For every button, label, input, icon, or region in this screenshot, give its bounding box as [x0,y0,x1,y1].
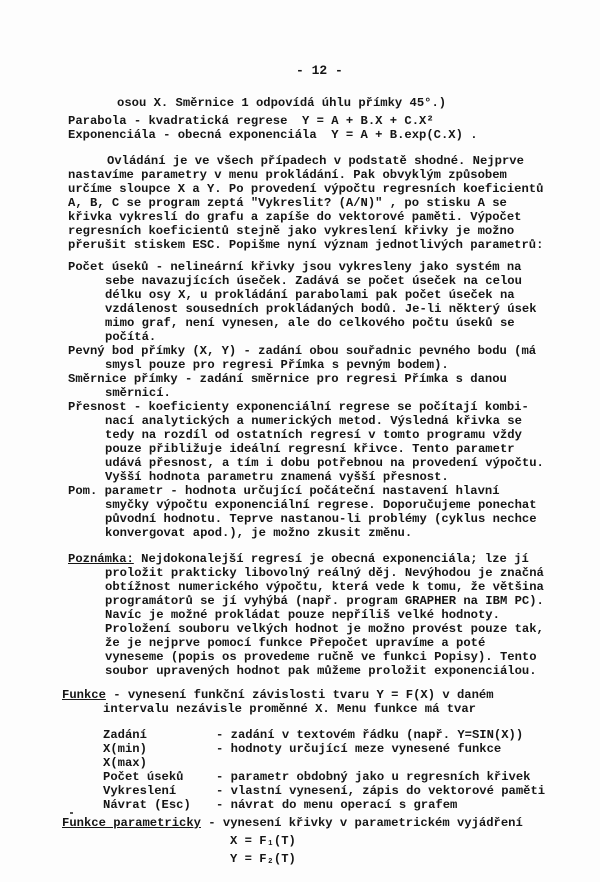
menu-term: X(max) [103,756,147,770]
text-line: programátorů se jí vyhýbá (např. program GRAPHER na IBM PC). [105,594,544,608]
text-line: délku osy X, u prokládání parabolami pak počet úseček na [105,288,515,302]
text-line: že je nejprve pomocí funkce Přepočet upravíme a poté [105,636,486,650]
text-line: Navíc je možné prokládat pouze nepříliš velké hodnoty. [105,608,500,622]
menu-term: Vykreslení [103,784,177,798]
text-line: smyčky výpočtu exponenciální regrese. Doporučujeme ponechat [105,498,537,512]
text-line: regresních koeficientů stejně jako vykreslení křivky je možno [68,224,515,238]
menu-desc: - návrat do menu operací s grafem [216,798,458,812]
text-line: Počet úseků - nelineární křivky jsou vykresleny jako systém na [68,260,522,274]
menu-desc: - hodnoty určující meze vynesené funkce [216,742,502,756]
text-line: osou X. Směrnice 1 odpovídá úhlu přímky 45°.) [117,96,447,110]
formula-line: Y = F₂(T) [230,852,296,866]
text-line: A, B, C se program zeptá "Vykreslit? (A/N)" , po stisku A se [68,196,507,210]
text-line: udává přesnost, a tím i dobu potřebnou na provedení výpočtu. [105,456,544,470]
text-line: Pevný bod přímky (X, Y) - zadání obou souřadnic pevného bodu (má [68,344,537,358]
text-line: vzdálenost sousedních prokládaných bodů. Je-li některý úsek [105,302,537,316]
menu-term: Zadání [103,728,147,742]
menu-term: Návrat (Esc) [103,798,191,812]
menu-desc: - vlastní vynesení, zápis do vektorové paměti [216,784,546,798]
menu-term: Počet úseků [103,770,184,784]
text-line: původní hodnotu. Teprve nastanou-li problémy (cyklus nechce [105,512,537,526]
section-text: - vynesení funkční závislosti tvaru Y = F(X) v daném [105,688,494,702]
text-line: konvergovat apod.), je možno zkusit změnu. [105,526,413,540]
text-line: Proložení souboru velkých hodnot je možno provést pouze tak, [105,622,544,636]
section-heading-funkce: Funkce [62,688,106,702]
text-line: soubor upravených hodnot pak můžeme proložit exponenciálou. [105,664,537,678]
note-text: Nejdokonalejší regresí je obecná exponenciála; lze jí [133,552,529,566]
text-line: vyneseme (popis os provedeme ručně ve funkci Popisy). Tento [105,650,537,664]
text-line: Vyšší hodnota parametru znamená vyšší přesnost. [105,470,449,484]
note-line [68,553,529,566]
text-line: tedy na rozdíl od ostatních regresí v tomto programu vždy [105,428,522,442]
menu-term: X(min) [103,742,147,756]
menu-desc: - zadání v textovém řádku (např. Y=SIN(X)) [216,728,524,742]
section-line [62,817,523,830]
text-line: mimo graf, není vynesen, ale do celkového počtu úseků se [105,316,515,330]
section-text: - vynesení křivky v parametrickém vyjádření [200,816,523,830]
text-line: nastavíme parametry v menu prokládání. Pak obvyklým způsobem [68,168,507,182]
section-line [62,689,494,702]
text-line: sebe navazujících úseček. Zadává se počet úseček na celou [105,274,522,288]
text-line: Exponenciála - obecná exponenciála Y = A + B.exp(C.X) . [68,128,478,142]
text-line: počítá. [105,330,157,344]
text-line: Přesnost - koeficienty exponenciální regrese se počítají kombi- [68,400,529,414]
text-line: Směrnice přímky - zadání směrnice pro regresi Přímka s danou [68,372,507,386]
text-line: Ovládání je ve všech případech v podstatě shodné. Nejprve [107,154,524,168]
text-line: proložit prakticky libovolný reálný děj. Nevýhodou je značná [105,566,544,580]
text-line: pouze přibližuje ideální regresní křivce. Tento parametr [105,442,515,456]
formula-line: X = F₁(T) [230,834,296,848]
text-line: smysl pouze pro regresi Přímka s pevným bodem). [105,358,449,372]
text-line: křivka vykreslí do grafu a zapíše do vektorové paměti. Výpočet [68,210,522,224]
text-line: přerušit stiskem ESC. Popišme nyní význam jednotlivých parametrů: [68,238,544,252]
text-line: nací analytických a numerických metod. Výsledná křivka se [105,414,522,428]
text-line: intervalu nezávisle proměnné X. Menu funkce má tvar [103,702,476,716]
text-line: určíme sloupce X a Y. Po provedení výpočtu regresních koeficientů [68,182,544,196]
note-heading: Poznámka: [68,552,134,566]
text-line: Parabola - kvadratická regrese Y = A + B.X + C.X² [68,114,434,128]
text-line: obtížnost numerického výpočtu, která vede k tomu, že většina [105,580,544,594]
section-heading-funkce-parametricky: Funkce parametricky [62,816,201,830]
page-number: - 12 - [296,63,343,78]
menu-desc: - parametr obdobný jako u regresních křivek [216,770,531,784]
text-line: směrnicí. [105,386,171,400]
scan-speck [70,812,73,814]
text-line: Pom. parametr - hodnota určující počáteční nastavení hlavní [68,484,500,498]
